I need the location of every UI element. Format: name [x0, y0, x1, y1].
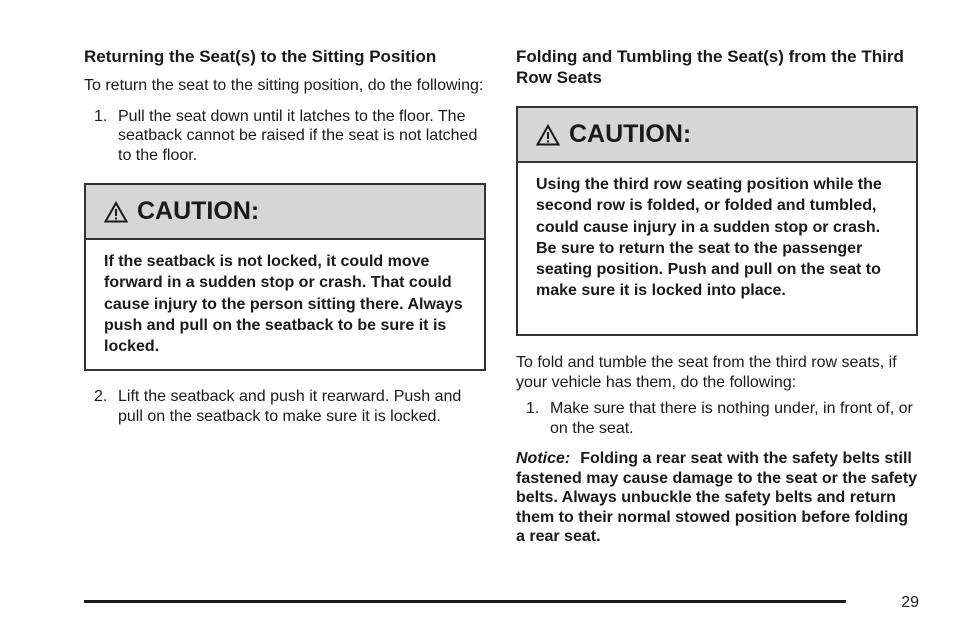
caution-header — [518, 108, 916, 163]
step-item — [84, 107, 486, 166]
steps-list-returning — [84, 107, 486, 166]
left-column — [84, 46, 486, 426]
caution-header — [86, 185, 484, 240]
notice-text: Folding a rear seat with the safety belts still fastened may cause damage to the seat or the safety belts. Always unbuckle the safety belts and return them to their normal stowed position before folding a rear seat. — [516, 450, 918, 545]
step-number: 1. — [526, 400, 540, 417]
caution-body-text: If the seatback is not locked, it could move forward in a sudden stop or crash. That could cause injury to the person sitting there. Always push and pull on the seatback to be sure it is locked. — [104, 253, 463, 356]
step-text: Pull the seat down until it latches to the floor. The seatback cannot be raised if the seat is not latched to the floor. — [118, 107, 478, 164]
section-heading-folding: Folding and Tumbling the Seat(s) from the Third Row Seats — [516, 47, 904, 87]
page-number: 29 — [901, 594, 919, 611]
warning-triangle-icon — [104, 201, 128, 223]
warning-triangle-icon — [536, 124, 560, 146]
step-item — [516, 399, 918, 438]
steps-list-folding — [516, 399, 918, 438]
intro-text-folding: To fold and tumble the seat from the third row seats, if your vehicle has them, do the following: — [516, 354, 897, 391]
caution-title: CAUTION: — [137, 197, 260, 225]
step-text: Make sure that there is nothing under, in front of, or on the seat. — [550, 400, 913, 437]
notice-paragraph — [516, 449, 918, 547]
right-column — [516, 46, 918, 547]
steps-list-returning-continued — [84, 387, 486, 426]
step-number: 2. — [94, 388, 108, 405]
footer-rule — [84, 600, 846, 603]
step-text: Lift the seatback and push it rearward. Push and pull on the seatback to make sure it is locked. — [118, 388, 462, 425]
step-item — [84, 387, 486, 426]
notice-label: Notice: — [516, 450, 571, 467]
step-number: 1. — [94, 107, 108, 125]
caution-box-seatback — [84, 183, 486, 371]
caution-box-third-row — [516, 106, 918, 336]
section-heading-returning: Returning the Seat(s) to the Sitting Position — [84, 47, 437, 66]
intro-text-returning: To return the seat to the sitting position, do the following: — [84, 77, 484, 94]
caution-body-text: Using the third row seating position while the second row is folded, or folded and tumbled, could cause injury in a sudden stop or crash. Be sure to return the seat to the passenger seating position. Push and pull on the seat to make sure it is locked into place. — [536, 176, 882, 300]
caution-title: CAUTION: — [569, 120, 692, 148]
